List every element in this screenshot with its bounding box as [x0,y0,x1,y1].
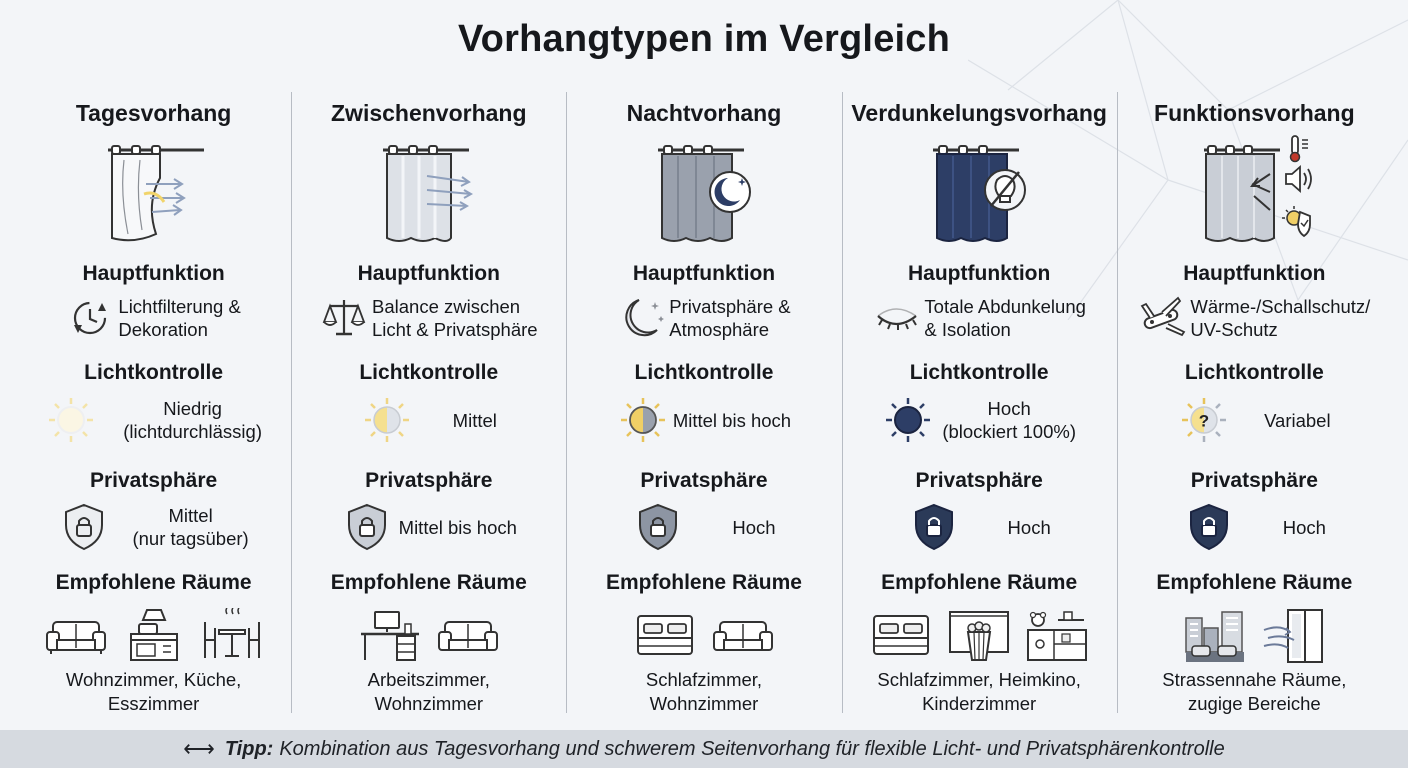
function-line2: Licht & Privatsphäre [372,319,538,340]
light-row [842,396,1117,444]
rooms-text [566,668,841,716]
blackout-curtain-icon [919,134,1039,246]
privacy-text [1283,516,1326,539]
rooms-heading: Empfohlene Räume [330,571,527,594]
function-line2: Atmosphäre [669,319,770,340]
home-cinema-icon [946,608,1012,664]
function-line1: Privatsphäre & [669,296,791,317]
rooms-line1: Schlafzimmer, [645,669,763,690]
sheer-curtain-icon [94,134,214,246]
light-row [566,396,841,444]
privacy-row [291,503,566,551]
column-title: Tagesvorhang [75,100,232,126]
light-text [123,397,262,443]
rooms-line1: Schlafzimmer, Heimkino, [877,669,1081,690]
tip-label: Tipp: [224,737,274,760]
rooms-line1: Arbeitszimmer, [367,669,490,690]
function-line1: Balance zwischen [372,296,521,317]
column-zwischenvorhang [291,90,566,715]
light-line2: (blockiert 100%) [942,421,1076,442]
light-heading: Lichtkontrolle [1184,361,1324,384]
rooms-text [291,668,566,716]
rooms-line2: Wohnzimmer [649,693,759,714]
multitool-icon [1138,294,1190,342]
dark-sun-icon [882,396,934,444]
dining-table-icon [199,608,265,664]
light-line1: Mittel bis hoch [672,409,792,431]
privacy-row [566,503,841,551]
light-heading: Lichtkontrolle [84,361,224,384]
kitchen-icon [121,608,187,664]
privacy-heading: Privatsphäre [640,469,768,492]
shield-lock-icon [1183,503,1235,551]
column-title: Funktionsvorhang [1154,100,1355,126]
svg-text:?: ? [1198,411,1210,431]
page-title: Vorhangtypen im Vergleich [457,18,951,60]
moon-stars-icon [617,294,669,342]
privacy-text [399,516,517,539]
night-curtain-icon [644,134,764,246]
rooms-icons [291,608,566,666]
privacy-row [842,503,1117,551]
light-line1: Niedrig [163,398,222,419]
rooms-icons [566,608,841,666]
function-row [1117,294,1392,342]
function-heading: Hauptfunktion [632,262,776,285]
light-row [1117,396,1392,444]
shield-lock-icon [341,503,393,551]
light-text [942,397,1076,443]
double-arrow-icon: ⟷ [183,736,215,761]
rooms-line1: Strassennahe Räume, [1162,669,1347,690]
function-row [291,294,566,342]
function-line1: Wärme-/Schallschutz/ [1190,296,1371,317]
function-row [16,294,291,342]
privacy-line1: Hoch [1007,516,1051,538]
privacy-heading: Privatsphäre [89,469,218,492]
tip-bar [0,730,1408,768]
light-heading: Lichtkontrolle [359,361,499,384]
function-heading: Hauptfunktion [1183,262,1326,285]
privacy-heading: Privatsphäre [365,469,493,492]
bed-icon [868,608,934,664]
function-heading: Hauptfunktion [82,262,225,285]
privacy-line2: (nur tagsüber) [132,528,249,549]
rooms-line1: Wohnzimmer, Küche, [65,669,242,690]
light-text [1264,409,1331,432]
function-line2: Dekoration [118,319,208,340]
light-curtain-icon [369,134,489,246]
light-heading: Lichtkontrolle [909,361,1049,384]
privacy-text [132,504,248,550]
drafty-window-icon [1260,608,1326,664]
column-title: Nachtvorhang [626,100,782,126]
half-dark-sun-icon [617,396,669,444]
rooms-text [842,668,1117,716]
column-title: Zwischenvorhang [331,100,527,126]
rooms-heading: Empfohlene Räume [55,571,252,594]
light-text [673,409,791,432]
half-sun-icon [361,396,413,444]
privacy-heading: Privatsphäre [915,469,1043,492]
function-line2: & Isolation [924,319,1011,340]
light-line1: Mittel [452,409,497,431]
light-line1: Variabel [1264,409,1331,431]
light-row [16,396,291,444]
function-heading: Hauptfunktion [908,262,1051,285]
shield-lock-icon [58,503,110,551]
light-heading: Lichtkontrolle [634,361,774,384]
kids-room-icon [1024,608,1090,664]
bed-icon [632,608,698,664]
pale-sun-icon [45,396,97,444]
function-text [1190,295,1370,341]
desk-icon [357,608,423,664]
column-nachtvorhang [566,90,841,715]
privacy-line1: Mittel [168,505,213,526]
rooms-line2: zugige Bereiche [1188,693,1321,714]
rooms-text [1117,668,1392,716]
function-line1: Lichtfilterung & [118,296,241,317]
privacy-row [16,503,291,551]
privacy-line1: Hoch [732,516,776,538]
rooms-heading: Empfohlene Räume [605,571,802,594]
column-verdunkelungsvorhang [842,90,1117,715]
function-row [566,294,841,342]
function-text [118,295,240,341]
privacy-line1: Hoch [1282,516,1326,538]
sofa-icon [435,608,501,664]
shield-lock-icon [908,503,960,551]
rooms-text [16,668,291,716]
closed-eye-icon [872,294,924,342]
privacy-heading: Privatsphäre [1190,469,1318,492]
function-line2: UV-Schutz [1190,319,1278,340]
privacy-line1: Mittel bis hoch [398,516,517,538]
function-text [372,295,538,341]
balance-scale-icon [320,294,372,342]
rooms-line2: Wohnzimmer [374,693,484,714]
rooms-icons [16,608,291,666]
column-title: Verdunkelungsvorhang [851,100,1107,126]
question-sun-icon [1178,396,1230,444]
function-row [842,294,1117,342]
privacy-text [732,516,775,539]
tip-text: Kombination aus Tagesvorhang und schwerem Seitenvorhang für flexible Licht- und Privatsphärenkontrolle [279,737,1225,760]
sofa-icon [43,608,109,664]
privacy-text [1008,516,1051,539]
rooms-icons [842,608,1117,666]
rooms-icons [1117,608,1392,666]
function-line1: Totale Abdunkelung [924,296,1086,317]
column-tagesvorhang [16,90,291,715]
street-buildings-icon [1182,608,1248,664]
light-line1: Hoch [987,398,1031,419]
sofa-icon [710,608,776,664]
rooms-heading: Empfohlene Räume [1156,571,1353,594]
function-heading: Hauptfunktion [357,262,500,285]
light-text [453,409,497,432]
function-text [669,295,790,341]
privacy-row [1117,503,1392,551]
comparison-grid [16,90,1392,715]
rooms-line2: Kinderzimmer [922,693,1037,714]
shield-lock-icon [632,503,684,551]
column-funktionsvorhang [1117,90,1392,715]
cycle-clock-icon [66,294,118,342]
rooms-line2: Esszimmer [107,693,200,714]
light-line2: (lichtdurchlässig) [123,421,262,442]
functional-curtain-icon [1194,134,1314,246]
function-text [924,295,1086,341]
rooms-heading: Empfohlene Räume [881,571,1078,594]
light-row [291,396,566,444]
